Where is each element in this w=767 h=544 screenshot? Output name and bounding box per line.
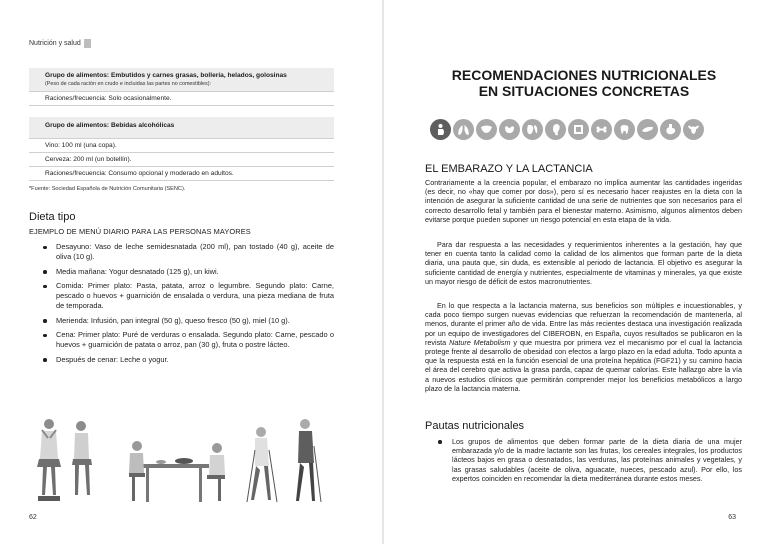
diet-subtitle: EJEMPLO DE MENÚ DIARIO PARA LAS PERSONAS MAYORES (29, 227, 251, 236)
section-title-guidelines: Pautas nutricionales (425, 420, 525, 432)
right-page (384, 0, 767, 544)
paragraph: Para dar respuesta a las necesidades y requerimientos inherentes a la gestación, hay que tener en cuenta tanto la calidad como la calidad de los alimentos que forman parte de la dieta diaria, una pauta que, sin duda, es extensible al periodo de lactancia. El objetivo es asegurar la suficiente cantidad de energía y nutrientes, especialmente de vitaminas y minerales, ya que existe un mayor riesgo de déficit de estos macronutrientes. (425, 240, 742, 286)
diet-menu-list (40, 242, 334, 370)
section-title-pregnancy: EL EMBARAZO Y LA LACTANCIA (425, 163, 593, 175)
list-item: Merienda: Infusión, pan integral (50 g), queso fresco (50 g), miel (10 g). (40, 316, 334, 326)
list-item: Media mañana: Yogur desnatado (125 g), un kiwi. (40, 267, 334, 277)
guidelines-list (436, 437, 742, 483)
list-item: Los grupos de alimentos que deben formar parte de la dieta diaria de una mujer embarazada y/o de la madre lactante son las frutas, los cereales integrales, los productos lácteos bajos en grasa o desnatados, las verduras, las proteínas animales y vegetales, y las grasas saludables (aceite de oliva, aguacate, nueces, pescado azul). Por ello, los expertos coinciden en recomendar la dieta mediterránea durante estos meses. (436, 437, 742, 483)
table-header: Grupo de alimentos: Embutidos y carnes grasas, bollería, helados, golosinas (Peso de cada ración en crudo e incluidas las partes no comestibles): (29, 68, 334, 91)
table-header: Grupo de alimentos: Bebidas alcohólicas (29, 117, 334, 138)
paragraph: En lo que respecta a la lactancia materna, sus beneficios son múltiples e incuestionables, y cada poco tiempo surgen nuevas evidencias que refuerzan la recomendación de mantenerla, al menos, durante el primer año de vida. Entre las más recientes destaca una investigación realizada por un equipo de investigadores del CIBEROBN, en España, cuyos resultados se publicaron en la revista Nature Metabolism y que muestra por primera vez el mecanismo por el cual la lactancia protege frente al desarrollo de obesidad con efectos a largo plazo en la edad adulta. Todo apunta a que la respuesta está en la función esencial de una proteína hepática (FGF21) y su camino hacia el área del cerebro que activa la grasa parda, capaz de quemar calorías. Este hallazgo abre la vía a nuevos estudios clínicos que permitirán comprender mejor los beneficios metabólicos a largo plazo de la lactancia materna. (425, 301, 742, 393)
stomach-icon (660, 119, 681, 140)
page-number: 63 (728, 514, 736, 521)
list-item: Desayuno: Vaso de leche semidesnatada (200 ml), pan tostado (40 g), aceite de oliva (10 g). (40, 242, 334, 262)
paragraph: Contrariamente a la creencia popular, el embarazo no implica aumentar las cantidades ingeridas (es decir, no «hay que comer por dos»), pero sí es necesario hacer reajustes en la dieta con la intención de asegurar la suficiente cantidad de una serie de nutrientes que son necesarios para el correcto desarrollo fetal y también para el bienestar materno. Asimismo, algunos alimentos deben evitarse porque pueden suponer un riesgo potencial en esta etapa de la vida. (425, 178, 742, 224)
running-head-marker (84, 39, 91, 48)
source-footnote: *Fuente: Sociedad Española de Nutrición Comunitaria (SENC). (29, 186, 186, 192)
kidney-icon (522, 119, 543, 140)
elderly-people-illustration (29, 416, 334, 508)
lungs-icon (453, 119, 474, 140)
tooth-icon (614, 119, 635, 140)
food-table-alcohol (29, 117, 334, 181)
list-item: Cena: Primer plato: Puré de verduras o ensalada. Segundo plato: Carne, pescado o huevos + guarnición de patata o arroz, pan (30 g), fruta o postre lácteo. (40, 330, 334, 350)
ear-icon (545, 119, 566, 140)
left-page (0, 0, 383, 544)
liver-icon (476, 119, 497, 140)
table-row: Cerveza: 200 ml (un botellín). (29, 153, 334, 167)
food-table-fatty-meats (29, 68, 334, 106)
diet-title: Dieta tipo (29, 211, 76, 223)
table-row: Raciones/frecuencia: Consumo opcional y moderado en adultos. (29, 167, 334, 181)
list-item: Después de cenar: Leche o yogur. (40, 355, 334, 365)
list-item: Comida: Primer plato: Pasta, patata, arroz o legumbre. Segundo plato: Carne, pescado o huevos + guarnición de ensalada o verdura, una pieza mediana de fruta de temporada. (40, 281, 334, 311)
uterus-icon (683, 119, 704, 140)
bones-icon (591, 119, 612, 140)
table-row: Raciones/frecuencia: Solo ocasionalmente. (29, 91, 334, 106)
pregnancy-icon (430, 119, 451, 140)
organ-icon-row (430, 119, 704, 140)
page-title: RECOMENDACIONES NUTRICIONALES EN SITUACIONES CONCRETAS (451, 67, 717, 99)
intestine-icon (568, 119, 589, 140)
pancreas-icon (637, 119, 658, 140)
page-number: 62 (29, 514, 37, 521)
table-row: Vino: 100 ml (una copa). (29, 138, 334, 153)
thyroid-icon (499, 119, 520, 140)
running-head: Nutrición y salud (29, 39, 91, 48)
